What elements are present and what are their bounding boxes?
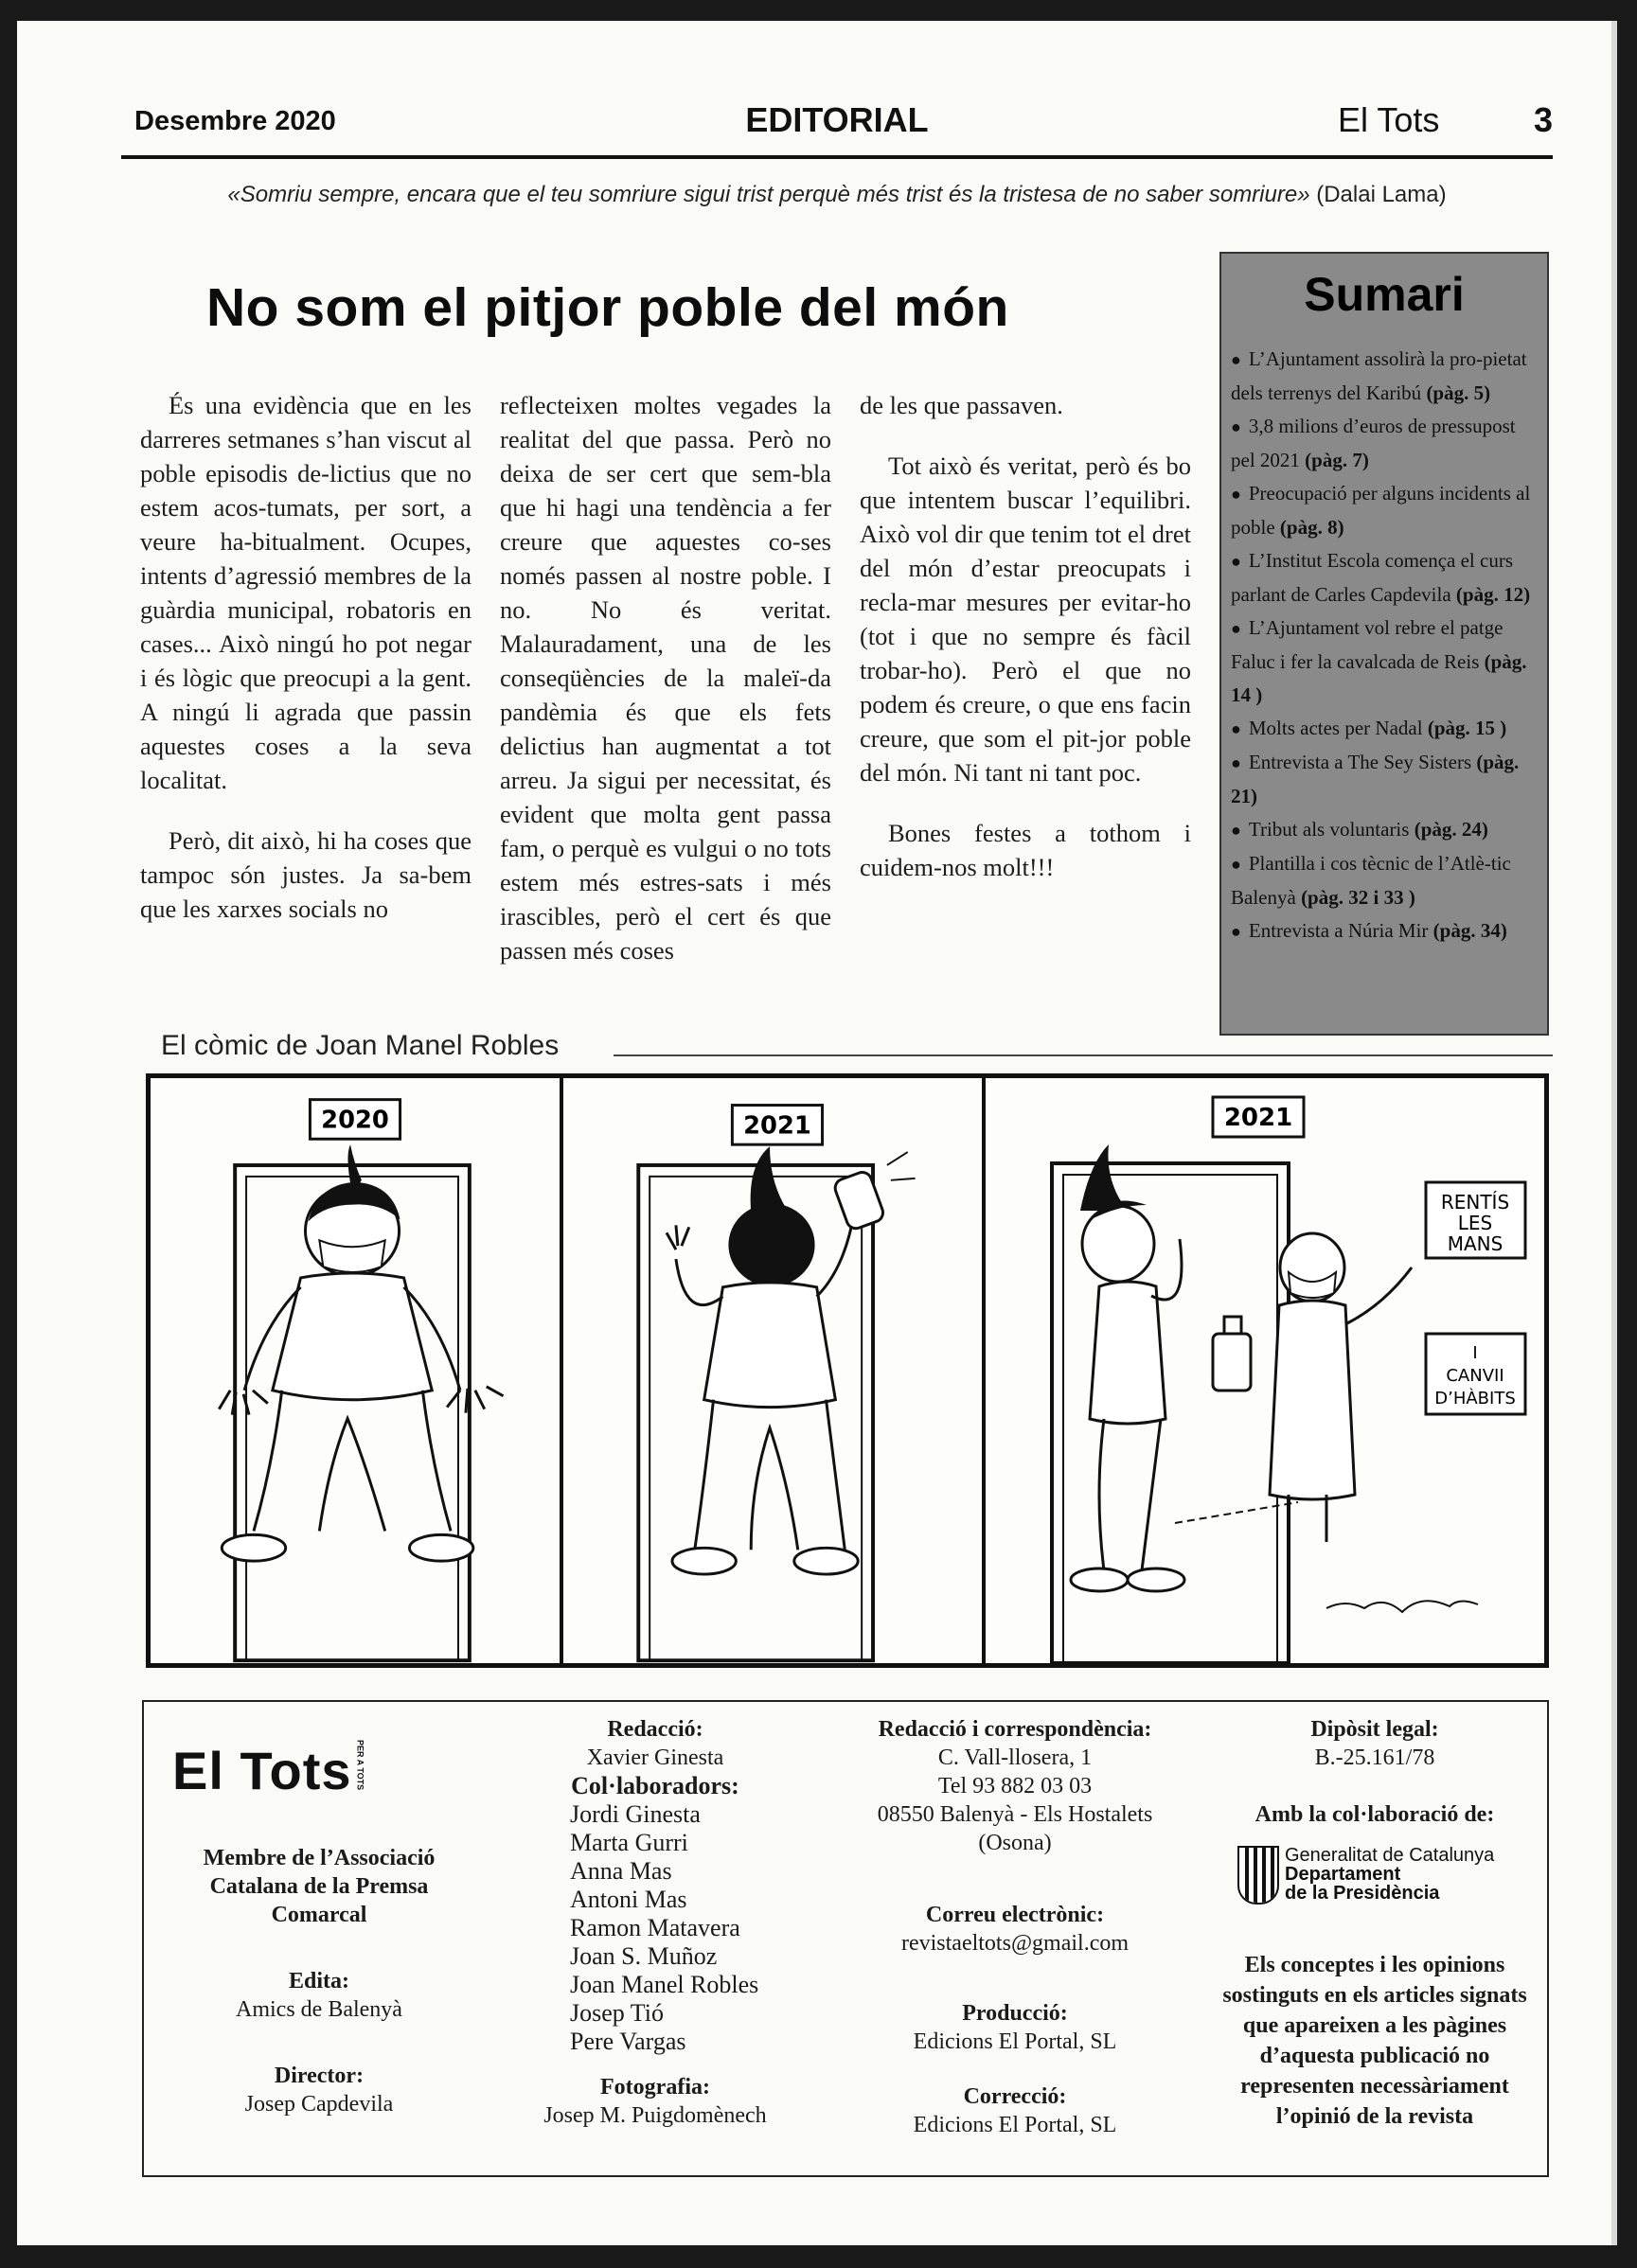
production-label: Producció: (962, 2001, 1068, 2026)
phone-number: Tel 93 882 03 03 (937, 1774, 1093, 1798)
sign-text: I (1472, 1343, 1478, 1363)
bullet-icon: ● (1231, 821, 1241, 840)
publisher-value: Amics de Balenyà (236, 1997, 402, 2022)
redaccio-value: Xavier Ginesta (586, 1745, 724, 1770)
toc-item-text: Entrevista a Núria Mir (1248, 919, 1429, 942)
bullet-icon: ● (1231, 619, 1241, 638)
comic-drawing (986, 1078, 1544, 1663)
toc-item[interactable] (1231, 712, 1538, 746)
comic-strip (146, 1073, 1549, 1668)
paragraph: És una evidència que en les darreres setmanes s’han viscut al poble episodis de-lictius que no estem acos-tumats, per sort, a veure ha-bitualment. Ocupes, intents d’agressió membres de la guàrdia municipal, robatoris en cases... Això ningú ho pot negar i és lògic que preocupi a la gent. A ningú li agrada que passin aquestes coses a la seva localitat. (140, 391, 472, 794)
generalitat-text (1285, 1846, 1494, 1903)
photography-value: Josep M. Puigdomènech (543, 2103, 767, 2128)
year-label: 2021 (743, 1111, 811, 1141)
year-sign (732, 1106, 822, 1145)
toc-item-page: (pàg. 8) (1279, 516, 1344, 539)
toc-title: Sumari (1304, 268, 1465, 321)
comic-panel-2 (563, 1078, 986, 1663)
quote-author: (Dalai Lama) (1316, 182, 1447, 207)
correspondence-label: Redacció i correspondència: (878, 1717, 1152, 1742)
bullet-icon: ● (1231, 417, 1241, 436)
sign-text: LES (1457, 1212, 1493, 1234)
toc-item-text: Entrevista a The Sey Sisters (1248, 751, 1472, 773)
article-title: No som el pitjor poble del món (206, 277, 1009, 338)
article-column-3 (860, 388, 1191, 911)
collaboration-label-wrap (1214, 1800, 1536, 1829)
change-habits-sign (1426, 1334, 1525, 1414)
divider (614, 1054, 1553, 1056)
bullet-icon: ● (1231, 922, 1241, 941)
collaborator-name: Joan S. Muñoz (570, 1942, 718, 1970)
proofreading-info (845, 2082, 1185, 2139)
collaborators-list (570, 1800, 816, 2056)
legal-deposit-label: Dipòsit legal: (1310, 1717, 1439, 1742)
collaborator-name: Antoni Mas (570, 1886, 687, 1913)
comic-drawing (563, 1078, 982, 1663)
address-line: 08550 Balenyà - Els Hostalets (877, 1802, 1153, 1827)
address-line: C. Vall-llosera, 1 (937, 1745, 1093, 1770)
production-value: Edicions El Portal, SL (913, 2029, 1117, 2054)
collaboration-label: Amb la col·laboració de: (1254, 1802, 1495, 1827)
toc-item[interactable] (1231, 477, 1538, 544)
magazine-page (17, 21, 1617, 2245)
year-sign (1213, 1097, 1304, 1137)
comic-panel-1 (151, 1078, 563, 1663)
sign-text: CANVII (1446, 1366, 1504, 1386)
redaccio-label: Redacció: (607, 1717, 703, 1742)
collaborator-name: Jordi Ginesta (570, 1800, 701, 1828)
collaborator-name: Pere Vargas (570, 2028, 686, 2055)
sign-text: RENTÍS (1440, 1191, 1510, 1214)
bullet-icon: ● (1231, 753, 1241, 772)
toc-item-page: (pàg. 12) (1455, 583, 1531, 606)
bullet-icon: ● (1231, 719, 1241, 738)
photography-info (485, 2073, 826, 2130)
bullet-icon: ● (1231, 485, 1241, 504)
comic-drawing (151, 1078, 560, 1663)
bullet-icon: ● (1231, 855, 1241, 874)
toc-item-text: L’Ajuntament assolirà la pro-pietat dels terrenys del Karibú (1231, 347, 1527, 404)
collaborator-name: Marta Gurri (570, 1829, 688, 1856)
department-label: Departament (1285, 1864, 1401, 1885)
toc-item-page: (pàg. 24) (1414, 818, 1488, 841)
toc-item[interactable] (1231, 343, 1538, 410)
address-line: (Osona) (978, 1831, 1052, 1855)
article-column-1 (140, 388, 472, 952)
toc-item-page: (pàg. 32 i 33 ) (1301, 886, 1415, 909)
toc-item-text: Plantilla i cos tècnic de l’Atlè-tic Balenyà (1231, 852, 1511, 909)
issue-date: Desembre 2020 (134, 106, 336, 136)
toc-item-page: (pàg. 21) (1231, 751, 1520, 807)
toc-item[interactable] (1231, 746, 1538, 813)
toc-item-text: 3,8 milions d’euros de pressupost pel 2021 (1231, 415, 1516, 471)
photography-label: Fotografia: (600, 2075, 710, 2100)
legal-deposit-value: B.-25.161/78 (1314, 1745, 1435, 1770)
toc-item-page: (pàg. 5) (1426, 381, 1491, 404)
toc-item-page: (pàg. 34) (1432, 919, 1507, 942)
toc-item[interactable] (1231, 611, 1538, 712)
toc-item-text: Tribut als voluntaris (1248, 818, 1410, 841)
collaborator-name: Joan Manel Robles (570, 1971, 759, 1998)
proofreading-value: Edicions El Portal, SL (913, 2113, 1117, 2137)
disclaimer (1214, 1950, 1536, 2132)
quote-text: «Somriu sempre, encara que el teu somriure sigui trist perquè més trist és la tristesa de no saber somriure» (227, 182, 1310, 207)
legal-deposit-info (1214, 1715, 1536, 1772)
paragraph: Bones festes a tothom i cuidem-nos molt!!! (860, 819, 1191, 881)
masthead-credits (142, 1700, 1549, 2177)
comic-panel-3 (986, 1078, 1544, 1663)
collaborator-name: Anna Mas (570, 1857, 672, 1885)
toc-item-page: (pàg. 15 ) (1427, 717, 1507, 739)
page-header (121, 89, 1553, 159)
sign-text: MANS (1447, 1232, 1504, 1255)
year-sign (310, 1100, 400, 1140)
director-label: Director: (274, 2064, 365, 2088)
logo-subtext: PER A TOTS (355, 1740, 365, 1791)
director-value: Josep Capdevila (244, 2092, 394, 2117)
collaborators-label: Col·laboradors: (571, 1772, 739, 1799)
sign-text: D’HÀBITS (1434, 1389, 1516, 1409)
email-link[interactable]: revistaeltots@gmail.com (900, 1931, 1130, 1956)
publication-logo (172, 1740, 456, 1801)
toc-item[interactable] (1231, 914, 1538, 948)
page-number: 3 (1533, 100, 1553, 139)
paragraph: Però, dit això, hi ha coses que tampoc són justes. Ja sa-bem que les xarxes socials no (140, 826, 472, 923)
toc-item[interactable] (1231, 813, 1538, 847)
department-name: de la Presidència (1285, 1883, 1440, 1904)
logo-text: El Tots (172, 1741, 352, 1800)
year-label: 2020 (321, 1106, 389, 1135)
production-info (845, 1999, 1185, 2056)
toc-item[interactable] (1231, 544, 1538, 611)
collaborator-name: Josep Tió (570, 1999, 664, 2027)
toc-list (1221, 343, 1547, 948)
toc-item-page: (pàg. 7) (1305, 449, 1369, 471)
article-column-2 (500, 388, 831, 994)
membership-info (163, 1844, 475, 1929)
paragraph: de les que passaven. (860, 391, 1063, 419)
toc-item[interactable] (1231, 847, 1538, 914)
publication-name: El Tots (1338, 100, 1440, 139)
toc-item-text: L’Ajuntament vol rebre el patge Faluc i fer la cavalcada de Reis (1231, 616, 1504, 673)
collaborator-name: Ramon Matavera (570, 1914, 740, 1941)
bullet-icon: ● (1231, 350, 1241, 369)
toc-item[interactable] (1231, 410, 1538, 477)
paragraph: Tot això és veritat, però és bo que intentem buscar l’equilibri. Això vol dir que tenim tot el dret del món d’estar preocupats i recla-mar mesures per evitar-ho (tot i que no sempre és fàcil trobar-ho). Però el que no podem és creure, o que ens facin creure, que som el pit-jor poble del món. Ni tant ni tant poc. (860, 452, 1191, 787)
comic-caption: El còmic de Joan Manel Robles (161, 1030, 560, 1061)
toc-item-text: Preocupació per alguns incidents al poble (1231, 482, 1531, 539)
wash-hands-sign (1426, 1182, 1525, 1258)
publisher-label: Edita: (288, 1969, 349, 1993)
disclaimer-text: Els conceptes i les opinions sostinguts en els articles signats que apareixen a les pàgines d’aquesta publicació no representen necessàriament l’opinió de la revista (1222, 1953, 1527, 2129)
generalitat-name: Generalitat de Catalunya (1285, 1845, 1495, 1866)
bullet-icon: ● (1231, 552, 1241, 571)
table-of-contents (1219, 252, 1549, 1036)
proofreading-label: Correcció: (963, 2084, 1067, 2109)
generalitat-logo (1237, 1846, 1540, 1912)
toc-item-text: Molts actes per Nadal (1248, 717, 1423, 739)
correspondence-info (845, 1715, 1185, 1857)
epigraph-quote (121, 182, 1553, 208)
membership-text: Membre de l’Associació Catalana de la Premsa Comarcal (203, 1846, 436, 1927)
publisher-info (163, 1967, 475, 2024)
editorial-staff (485, 1715, 826, 1801)
senyera-shield-icon (1237, 1846, 1279, 1905)
email-label: Correu electrònic: (925, 1903, 1105, 1927)
paragraph: reflecteixen moltes vegades la realitat del que passa. Però no deixa de ser cert que sem-bla que hi hagi una tendència a fer creure que aquestes co-ses només passen al nostre poble. I no. No és veritat. Malauradament, una de les conseqüències de la maleï-da pandèmia és que els fets delictius han augmentat a tot arreu. Ja sigui per necessitat, és evident que molta gent passa fam, o perquè es vulgui o no tots estem més estres-sats i més irascibles, però el cert és que passen més coses (500, 391, 831, 965)
toc-item-page: (pàg. 14 ) (1231, 650, 1527, 706)
toc-item-text: L’Institut Escola comença el curs parlant de Carles Capdevila (1231, 549, 1514, 606)
email-info (845, 1901, 1185, 1958)
director-info (163, 2062, 475, 2118)
artist-signature (1326, 1601, 1478, 1612)
year-label: 2021 (1223, 1104, 1293, 1132)
section-title: EDITORIAL (745, 100, 929, 139)
